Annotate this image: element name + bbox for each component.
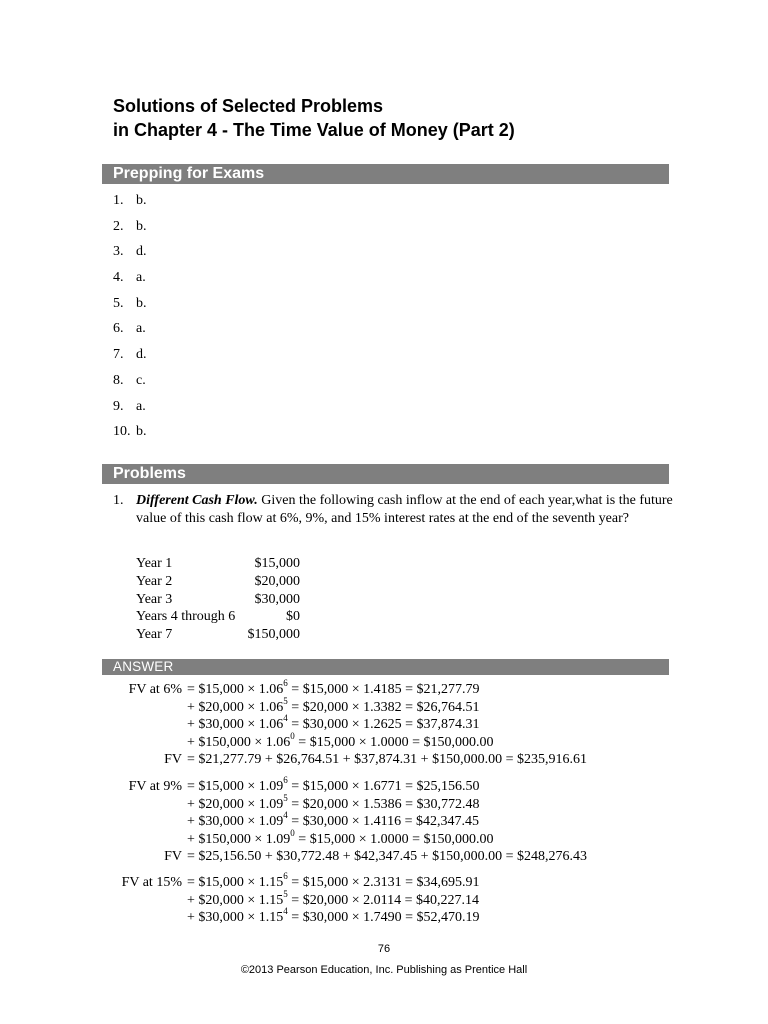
calc-row: FV at 15% = $15,000 × $1.15^6$ = $15,000 × 2.3131 = $34,695.91 [121,871,480,890]
page-number: 76 [377,943,391,955]
section-header-problems: Problems [102,464,669,484]
calc-row: + $30,000 × $1.09^4$ = $30,000 × 1.4116 = $42,347.45 [187,810,479,829]
calc-block-6pct [0,678,768,769]
section-header-prepping: Prepping for Exams [102,164,669,184]
calc-row: + $20,000 × $1.06^5$ = $20,000 × 1.3382 = $26,764.51 [187,695,480,715]
list-item: 7. d. [113,347,147,363]
calc-row: FV at 9% = $15,000 × $1.09^6$ = $15,000 × 1.6771 = $25,156.50 [128,775,480,794]
page-title [113,94,515,142]
problem-title: Different Cash Flow. [136,493,258,508]
calc-row: + $20,000 × $1.15^5$ = $20,000 × 2.0114 = $40,227.14 [187,888,479,908]
calc-block-15pct [0,871,768,927]
title-line-2: in Chapter 4 - The Time Value of Money (Part 2) [113,120,515,140]
section-header-answer: ANSWER [102,659,669,675]
calc-block-9pct [0,775,768,866]
calc-row: + $30,000 × $1.15^4$ = $30,000 × 1.7490 = $52,470.19 [187,906,480,925]
calc-row: + $150,000 × $1.06^0$ = $15,000 × 1.0000 = $150,000.00 [187,730,494,750]
calc-row-total: FV = $21,277.79 + $26,764.51 + $37,874.31 + $150,000.00 = $235,916.61 [164,752,587,767]
list-item: 9. a. [113,398,146,414]
table-row: Year 7 $150,000 [136,627,300,643]
calc-row-total: FV = $25,156.50 + $30,772.48 + $42,347.45 + $150,000.00 = $248,276.43 [164,849,587,864]
list-item: 6. a. [113,321,146,337]
table-row: Year 1 $15,000 [136,556,300,571]
table-row: Year 2 $20,000 [136,573,300,589]
list-item: 1. b. [113,193,147,208]
calc-row: + $20,000 × $1.09^5$ = $20,000 × 1.5386 = $30,772.48 [187,792,480,812]
calc-row: + $30,000 × $1.06^4$ = $30,000 × 1.2625 = $37,874.31 [187,713,480,732]
table-row: Years 4 through 6 $0 [136,609,300,625]
cash-flow-table [136,555,300,644]
exam-answer-list [113,193,147,450]
problem-text: Given the following cash inflow at the end of each year,what is the future value of this cash flow at 6%, 9%, and 15% interest rates at the end of the seventh year? [136,493,673,526]
problem-statement [136,492,673,528]
calc-row: + $150,000 × $1.09^0$ = $15,000 × 1.0000 = $150,000.00 [187,827,494,847]
list-item: 2. b. [113,218,147,234]
list-item: 5. b. [113,295,147,311]
calc-row: FV at 6% = $15,000 × $1.06^6$ = $15,000 × 1.4185 = $21,277.79 [128,678,480,697]
problem-1 [113,492,673,528]
copyright-footer: ©2013 Pearson Education, Inc. Publishing as Prentice Hall [240,964,528,976]
problem-number: 1. [113,493,124,508]
list-item: 10. b. [113,424,147,440]
table-row: Year 3 $30,000 [136,591,300,607]
list-item: 8. c. [113,372,146,388]
list-item: 4. a. [113,270,146,286]
list-item: 3. d. [113,244,147,260]
title-line-1: Solutions of Selected Problems [113,96,384,116]
